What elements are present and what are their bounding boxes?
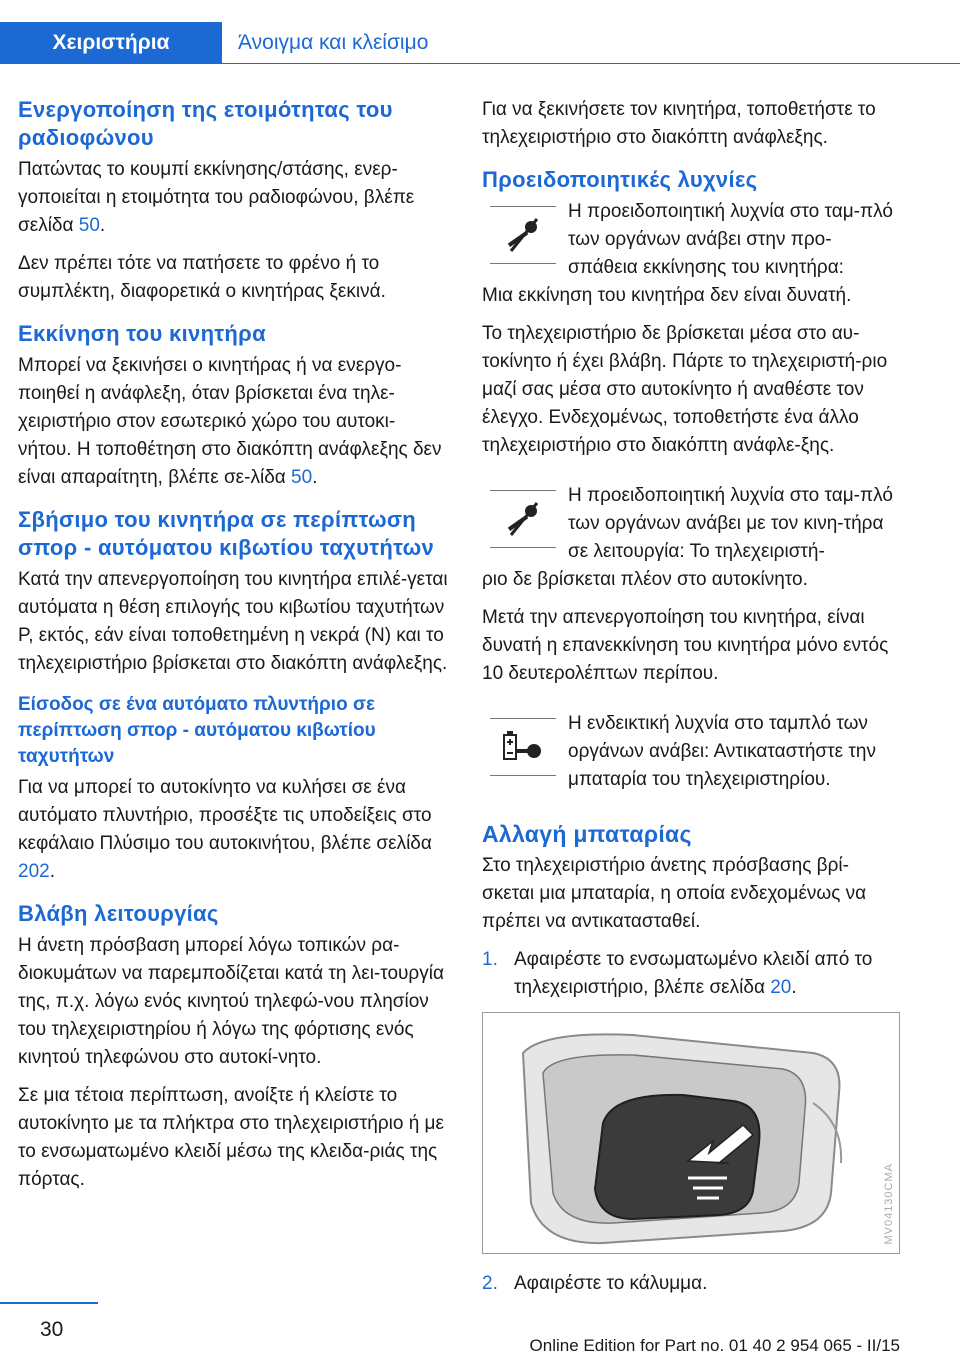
chapter-tab[interactable]: Χειριστήρια xyxy=(0,22,222,64)
step-number: 2. xyxy=(482,1273,498,1294)
paragraph: Στο τηλεχειριστήριο άνετης πρόσβασης βρί‐σκεται μια μπαταρία, η οποία ενδεχομένως να πρέπει να αντικατασταθεί. xyxy=(482,855,867,932)
punctuation: . xyxy=(312,467,318,488)
warning-item xyxy=(482,198,900,282)
paragraph xyxy=(18,774,448,886)
header-divider xyxy=(0,63,960,64)
battery-key-icon xyxy=(490,718,556,776)
steps-list xyxy=(482,946,900,1002)
paragraph: ριο δε βρίσκεται πλέον στο αυτοκίνητο. xyxy=(482,569,808,590)
warning-item xyxy=(482,482,900,566)
paragraph: Μετά την απενεργοποίηση του κινητήρα, είναι δυνατή η επανεκκίνηση του κινητήρα μόνο εντός 10 δευτερολέπτων περίπου. xyxy=(482,607,889,684)
paragraph: Η άνετη πρόσβαση μπορεί λόγω τοπικών ρα‐διοκυμάτων να παρεμποδίζεται κατά τη λει‐τουργία της, π.χ. λόγω ενός κινητού τηλεφώ‐νου πλησίον του τηλεχειριστηρίου ή λόγω της φόρτισης ενός κινητού τηλεφώνου στο αυτοκί‐νητο. xyxy=(18,935,444,1068)
edition-footer: Online Edition for Part no. 01 40 2 954 065 - II/15 xyxy=(529,1336,900,1355)
left-column xyxy=(18,96,448,1208)
step-text: Αφαιρέστε το κάλυμμα. xyxy=(514,1273,708,1294)
paragraph: Το τηλεχειριστήριο δε βρίσκεται μέσα στο αυ‐τοκίνητο ή έχει βλάβη. Πάρτε το τηλεχειριστή‐ριο μαζί σας μέσα στο αυτοκίνητο ή αναθέστε τον έλεγχο. Ενδεχομένως, τοποθετήστε ένα άλλο τηλεχειριστήριο στο διακόπτη ανάφλε‐ξης. xyxy=(482,323,888,456)
paragraph-text: Αφαιρέστε το ενσωματωμένο κλειδί από το τηλεχειριστήριο, βλέπε σελίδα xyxy=(514,949,873,998)
section-engine-off xyxy=(18,506,448,678)
page-link[interactable]: 50 xyxy=(78,215,100,236)
paragraph: Κατά την απενεργοποίηση του κινητήρα επιλέ‐γεται αυτόματα η θέση επιλογής του κιβωτίου ταχυτήτων P, εκτός, εάν είναι τοποθετημένη η νεκρά (N) και το τηλεχειριστήριο βρίσκεται στο διακόπτη ανάφλεξης. xyxy=(18,569,448,674)
list-item xyxy=(482,1270,900,1298)
page-link[interactable]: 50 xyxy=(291,467,313,488)
step-text xyxy=(514,946,900,1002)
punctuation: . xyxy=(99,215,106,236)
step-number: 1. xyxy=(482,949,498,970)
section-malfunction xyxy=(18,900,448,1194)
punctuation: . xyxy=(791,977,797,998)
figure-code: MV04130CMA xyxy=(883,1163,895,1245)
remote-key-image xyxy=(483,1013,899,1253)
section-tab[interactable]: Άνοιγμα και κλείσιμο xyxy=(238,31,429,54)
page-number: 30 xyxy=(40,1318,64,1341)
page-link[interactable]: 202 xyxy=(18,861,50,882)
steps-list xyxy=(482,1270,900,1298)
page-number-bar xyxy=(0,1302,98,1304)
page-link[interactable]: 20 xyxy=(770,977,792,998)
section-car-wash xyxy=(18,692,448,886)
subsection-title: Είσοδος σε ένα αυτόματο πλυντήριο σε περίπτωση σπορ - αυτόματου κιβωτίου ταχυτήτων xyxy=(18,694,376,767)
right-column xyxy=(482,96,900,1308)
paragraph-text: Για να μπορεί το αυτοκίνητο να κυλήσει σε ένα αυτόματο πλυντήριο, προσέξτε τις υποδείξεις στο κεφάλαιο Πλύσιμο του αυτοκινήτου, βλέπε σελίδα xyxy=(18,777,432,854)
key-slash-icon xyxy=(490,206,556,264)
key-slash-icon xyxy=(490,490,556,548)
paragraph xyxy=(18,156,448,240)
paragraph: Μια εκκίνηση του κινητήρα δεν είναι δυνατή. xyxy=(482,285,852,306)
warning-text: Η προειδοποιητική λυχνία στο ταμ‐πλό των οργάνων ανάβει με τον κινη‐τήρα σε λειτουργία: Το τηλεχειριστή‐ xyxy=(568,485,893,562)
punctuation: . xyxy=(49,861,55,882)
remote-control-figure xyxy=(482,1012,900,1254)
paragraph: Για να ξεκινήσετε τον κινητήρα, τοποθετήστε το τηλεχειριστήριο στο διακόπτη ανάφλεξης. xyxy=(482,99,876,148)
paragraph xyxy=(18,352,448,492)
paragraph: Σε μια τέτοια περίπτωση, ανοίξτε ή κλείστε το αυτοκίνητο με τα πλήκτρα στο τηλεχειριστήριο ή με το ενσωματωμένο κλειδί μέσω της κλειδα‐ριάς της πόρτας. xyxy=(18,1085,444,1190)
section-radio-ready xyxy=(18,96,448,306)
section-engine-start xyxy=(18,320,448,492)
paragraph-text: Μπορεί να ξεκινήσει ο κινητήρας ή να ενεργο‐ποιηθεί η ανάφλεξη, όταν βρίσκεται ένα τηλε‐χειριστήριο στον εσωτερικό χώρο του αυτοκι‐νήτου. Η τοποθέτηση στο διακόπτη ανάφλεξης δεν είναι απαραίτητη, βλέπε σε‐λίδα xyxy=(18,355,442,488)
section-title: Εκκίνηση του κινητήρα xyxy=(18,321,266,346)
indicator-text: Η ενδεικτική λυχνία στο ταμπλό των οργάνων ανάβει: Αντικαταστήστε την μπαταρία του τηλεχειριστηρίου. xyxy=(568,713,876,790)
indicator-item xyxy=(482,710,900,794)
paragraph: Δεν πρέπει τότε να πατήσετε το φρένο ή το συμπλέκτη, διαφορετικά ο κινητήρας ξεκινά. xyxy=(18,253,386,302)
page-header xyxy=(0,0,960,64)
section-title: Αλλαγή μπαταρίας xyxy=(482,821,692,847)
paragraph-text: Πατώντας το κουμπί εκκίνησης/στάσης, ενερ‐γοποιείται η ετοιμότητα του ραδιοφώνου, βλέπε σελίδα xyxy=(18,159,415,236)
warning-text: Η προειδοποιητική λυχνία στο ταμ‐πλό των οργάνων ανάβει στην προ‐σπάθεια εκκίνησης του κινητήρα: xyxy=(568,201,893,278)
section-title: Προειδοποιητικές λυχνίες xyxy=(482,167,758,192)
section-title: Ενεργοποίηση της ετοιμότητας του ραδιοφώνου xyxy=(18,97,393,150)
section-title: Βλάβη λειτουργίας xyxy=(18,901,219,926)
section-title: Σβήσιμο του κινητήρα σε περίπτωση σπορ - αυτόματου κιβωτίου ταχυτήτων xyxy=(18,507,435,560)
list-item xyxy=(482,946,900,1002)
